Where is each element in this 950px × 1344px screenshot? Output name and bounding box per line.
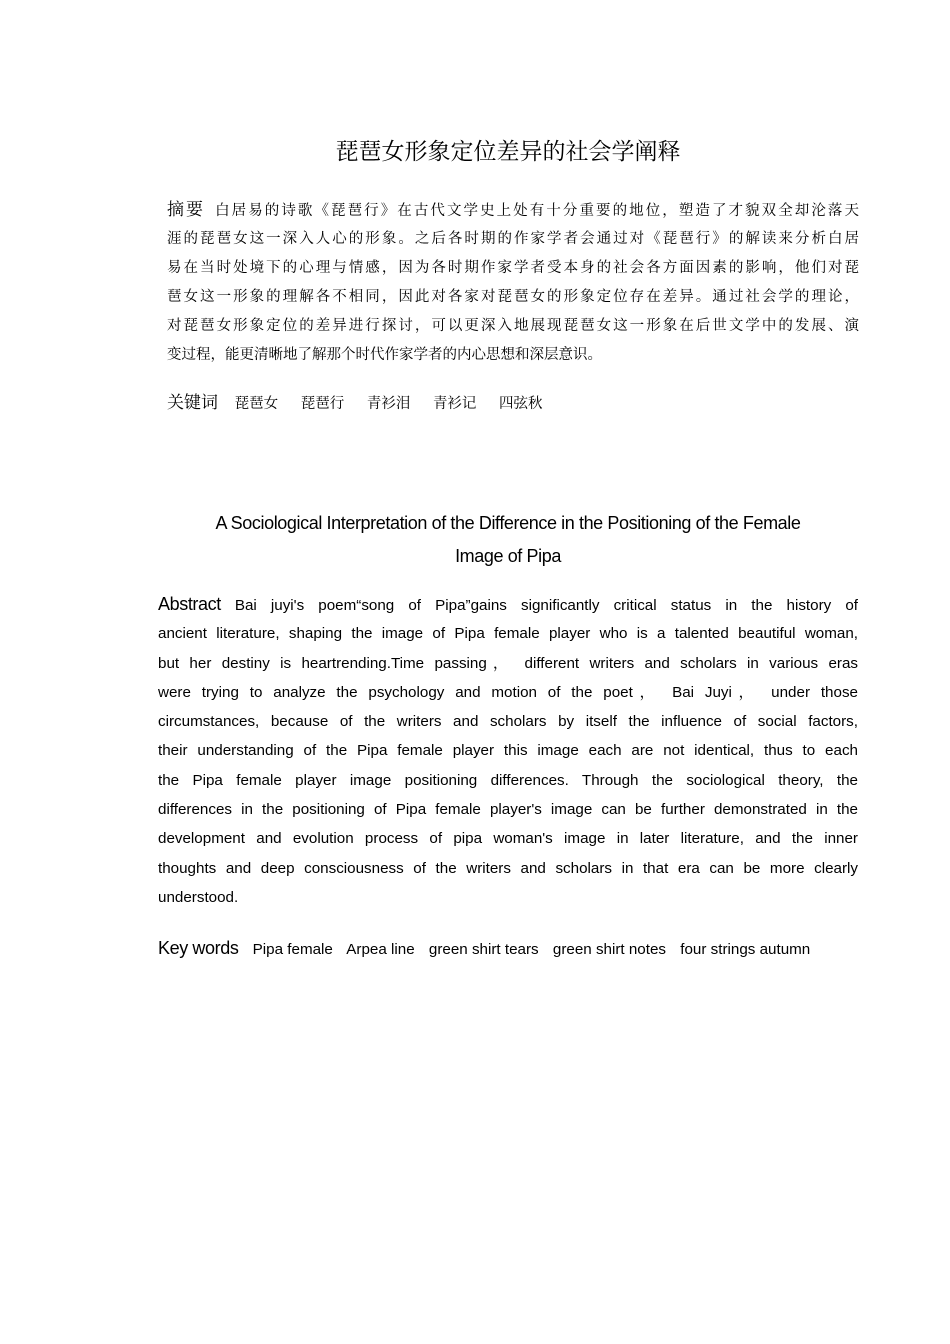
english-title: [150, 507, 866, 573]
abstract-line: were trying to analyze the psychology and motion of the poet， Bai Juyi， under those: [158, 683, 858, 701]
abstract-label-en: Abstract: [158, 594, 221, 614]
keyword: green shirt tears: [428, 941, 539, 958]
abstract-line: 涯的琵琶女这一深入人心的形象。之后各时期的作家学者会通过对《琵琶行》的解读来分析白居: [167, 231, 859, 247]
chinese-keywords: [167, 390, 561, 417]
abstract-line: circumstances, because of the writers and scholars by itself the influence of social factors,: [158, 713, 858, 731]
keyword: 四弦秋: [499, 396, 543, 412]
abstract-line: 变过程，能更清晰地了解那个时代作家学者的内心思想和深层意识。: [167, 347, 602, 363]
abstract-line: differences in the positioning of Pipa female player's image can be further demonstrated in the: [158, 801, 858, 819]
abstract-line: but her destiny is heartrending.Time passing， different writers and scholars in various eras: [158, 654, 858, 672]
chinese-title: 琵琶女形象定位差异的社会学阐释: [335, 139, 681, 165]
keyword: Arpea line: [346, 941, 415, 958]
abstract-line: ancient literature, shaping the image of Pipa female player who is a talented beautiful woman,: [158, 625, 858, 643]
keyword: green shirt notes: [552, 941, 667, 958]
chinese-abstract: [167, 196, 859, 370]
abstract-line: the Pipa female player image positioning differences. Through the sociological theory, the: [158, 771, 858, 789]
abstract-text: Bai juyi's poem“song of Pipa”gains significantly critical status in the history of: [234, 597, 858, 614]
english-keywords: [158, 934, 820, 964]
abstract-line: their understanding of the Pipa female player this image each are not identical, thus to each: [158, 742, 858, 760]
abstract-line: 对琵琶女形象定位的差异进行探讨，可以更深入地展现琵琶女这一形象在后世文学中的发展、演: [167, 318, 859, 334]
abstract-line: understood.: [158, 888, 239, 906]
english-title-line: Image of Pipa: [455, 546, 561, 566]
keyword: 青衫记: [432, 396, 477, 412]
abstract-line: 易在当时处境下的心理与情感，因为各时期作家学者受本身的社会各方面因素的影响，他们对琵: [167, 260, 859, 276]
keywords-label-en: Key words: [158, 938, 239, 958]
english-abstract: [158, 590, 858, 912]
english-title-line: A Sociological Interpretation of the Difference in the Positioning of the Female: [215, 513, 801, 533]
abstract-label-cn: 摘要: [167, 200, 206, 220]
keywords-label-cn: 关键词: [167, 393, 218, 413]
abstract-text: 白居易的诗歌《琵琶行》在古代文学史上处有十分重要的地位，塑造了才貌双全却沦落天: [215, 203, 859, 219]
abstract-line: 琶女这一形象的理解各不相同，因此对各家对琵琶女的形象定位存在差异。通过社会学的理论，: [167, 289, 859, 305]
keyword: 青衫泪: [366, 396, 411, 412]
keyword: 琵琶女: [234, 396, 279, 412]
abstract-line: thoughts and deep consciousness of the writers and scholars in that era can be more clearly: [158, 859, 858, 877]
abstract-line: [158, 590, 858, 619]
keyword: Pipa female: [252, 941, 333, 958]
keyword: 琵琶行: [300, 396, 345, 412]
abstract-line: [167, 196, 859, 225]
abstract-line: development and evolution process of pipa woman's image in later literature, and the inner: [158, 830, 858, 848]
keyword: four strings autumn: [680, 941, 811, 958]
